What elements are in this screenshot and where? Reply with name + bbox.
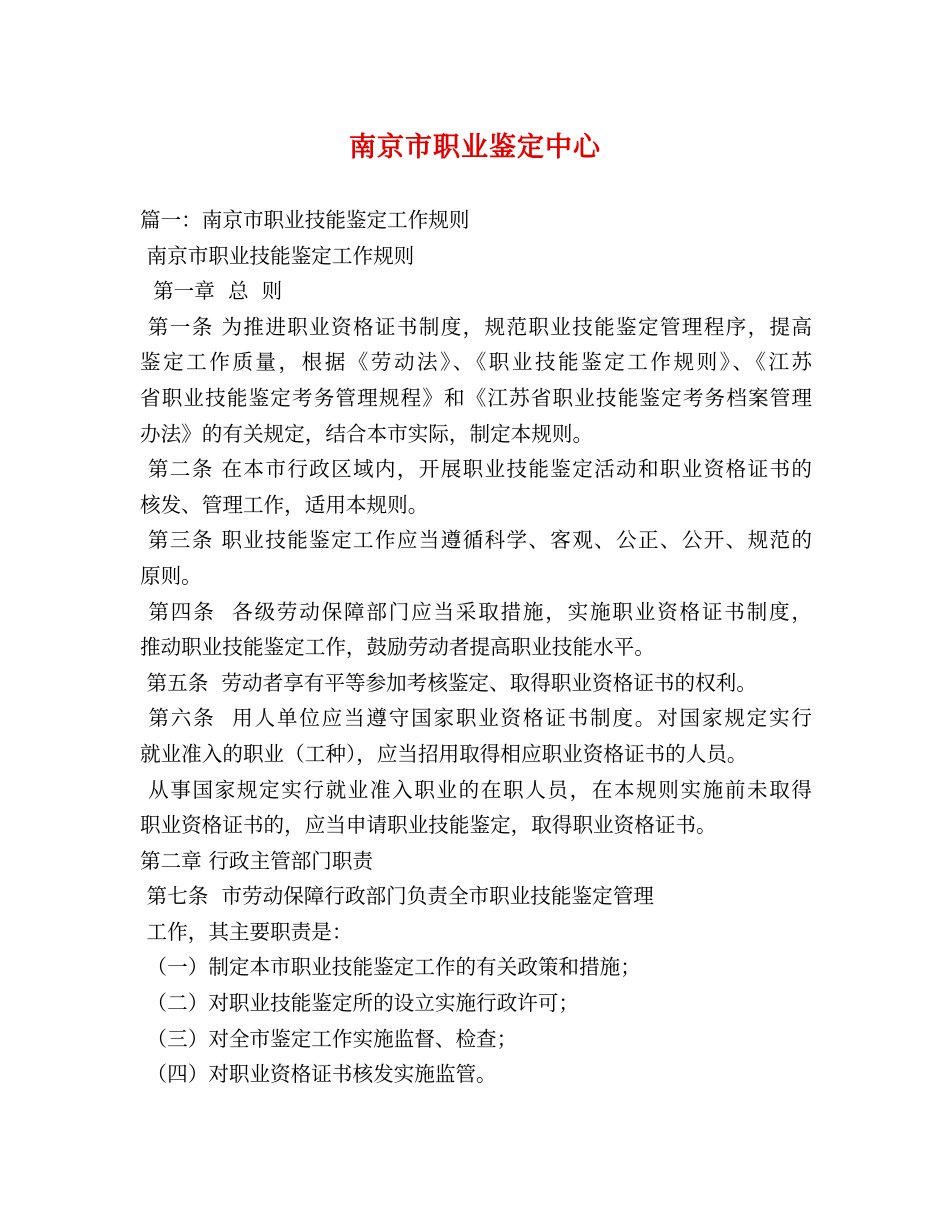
text-line: 省职业技能鉴定考务管理规程》和《江苏省职业技能鉴定考务档案管理 <box>140 385 812 410</box>
text-line: 从事国家规定实行就业准入职业的在职人员，在本规则实施前未取得 <box>140 777 812 802</box>
text-line: 南京市职业技能鉴定工作规则 <box>140 243 415 268</box>
text-line: 鉴定工作质量，根据《劳动法》、《职业技能鉴定工作规则》、《江苏 <box>140 350 812 375</box>
text-line: （二）对职业技能鉴定所的设立实施行政许可； <box>140 991 580 1016</box>
text-line: 第六条 用人单位应当遵守国家职业资格证书制度。对国家规定实行 <box>140 706 812 731</box>
text-line: 第一条 为推进职业资格证书制度，规范职业技能鉴定管理程序，提高 <box>140 314 812 339</box>
text-line: 第五条 劳动者享有平等参加考核鉴定、取得职业资格证书的权利。 <box>140 670 757 695</box>
text-line: 第三条 职业技能鉴定工作应当遵循科学、客观、公正、公开、规范的 <box>140 528 812 553</box>
text-line: 办法》的有关规定，结合本市实际，制定本规则。 <box>140 421 594 446</box>
text-line: 第四条 各级劳动保障部门应当采取措施，实施职业资格证书制度， <box>140 599 812 624</box>
text-line: 原则。 <box>140 563 202 588</box>
document-title: 南京市职业鉴定中心 <box>349 132 601 163</box>
text-line: 就业准入的职业（工种），应当招用取得相应职业资格证书的人员。 <box>140 741 748 766</box>
text-line: 职业资格证书的，应当申请职业技能鉴定，取得职业资格证书。 <box>140 813 717 838</box>
text-line: 工作，其主要职责是： <box>140 919 353 944</box>
text-line: （一）制定本市职业技能鉴定工作的有关政策和措施； <box>140 955 641 980</box>
text-line: 第二条 在本市行政区域内，开展职业技能鉴定活动和职业资格证书的 <box>140 457 812 482</box>
document-body <box>140 203 812 1093</box>
text-line: （四）对职业资格证书核发实施监管。 <box>140 1062 497 1087</box>
text-line: 推动职业技能鉴定工作，鼓励劳动者提高职业技能水平。 <box>140 635 655 660</box>
text-line: 第一章 总 则 <box>140 279 283 304</box>
text-line: 篇一：南京市职业技能鉴定工作规则 <box>140 208 470 232</box>
text-line: （三）对全市鉴定工作实施监督、检查； <box>140 1026 518 1051</box>
text-line: 第二章 行政主管部门职责 <box>140 848 374 873</box>
text-line: 核发、管理工作，适用本规则。 <box>140 492 429 517</box>
text-line: 第七条 市劳动保障行政部门负责全市职业技能鉴定管理 <box>140 884 654 909</box>
